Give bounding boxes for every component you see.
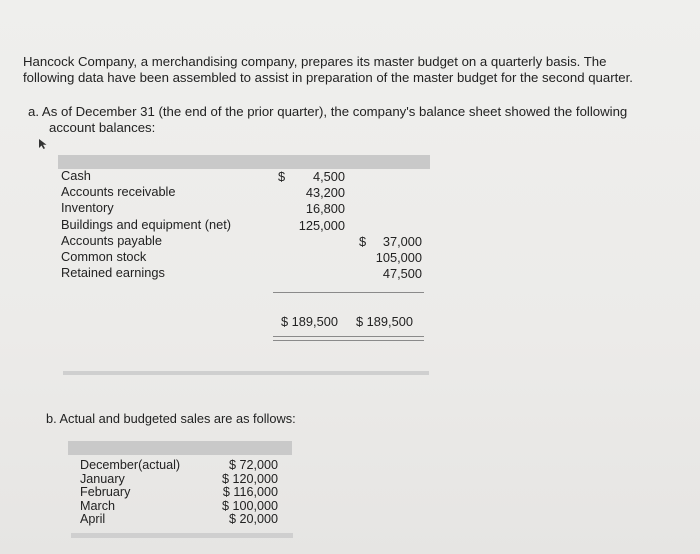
part-a-line-2: account balances: [49,120,156,135]
account-label: Buildings and equipment (net) [61,216,232,232]
sales-amount: $ 72,000 [228,458,278,472]
credit-amount: 105,000 [375,250,422,266]
debit-amount: 125,000 [298,217,345,233]
sales-amount: $ 120,000 [221,471,278,486]
account-label: Accounts receivable [61,184,176,200]
account-label: Accounts payable [61,232,163,248]
part-b-heading: b. Actual and budgeted sales are as follows: [46,411,296,426]
sales-table-footer-band [71,533,293,538]
sales-month-label: January [80,471,125,486]
sales-amount: $ 100,000 [221,498,278,513]
dollar-sign: $ [278,169,286,184]
credit-amount: 47,500 [382,266,422,282]
credit-amount: 37,000 [382,234,422,249]
mouse-cursor-icon [38,138,48,153]
sales-month-label: April [80,512,106,527]
debit-amount: 16,800 [305,201,345,217]
sales-amounts [218,459,278,527]
intro-line-2: following data have been assembled to assist in preparation of the master budget for the second quarter. [23,70,633,85]
sales-table-header-band [68,441,292,455]
debit-column [270,169,345,234]
total-double-rule-bottom [273,340,424,341]
account-label: Common stock [61,249,147,265]
debit-amount: 4,500 [312,169,345,184]
intro-paragraph [23,54,633,86]
total-debit: $ 189,500 [281,314,338,329]
debit-amount: 43,200 [305,185,345,201]
part-a-line-1: a. As of December 31 (the end of the prior quarter), the company's balance sheet showed the following [28,104,628,119]
subtotal-rule [273,292,424,293]
account-label: Retained earnings [61,265,165,281]
credit-column [340,234,422,283]
total-double-rule-top [273,336,424,337]
part-a-paragraph [28,104,627,136]
sales-months [80,459,180,527]
total-credit: $ 189,500 [356,314,413,329]
account-names [61,168,231,281]
sales-month-label: February [80,485,131,500]
sales-amount: $ 20,000 [228,512,278,527]
account-label: Cash [61,168,91,183]
dollar-sign: $ [359,234,367,249]
sales-month-label: March [80,498,115,513]
table-header-band [58,155,430,169]
table-footer-band [63,371,429,375]
sales-month-label: December(actual) [80,458,181,472]
intro-line-1: Hancock Company, a merchandising company, prepares its master budget on a quarterly basis. The [23,54,607,69]
sales-amount: $ 116,000 [222,485,278,500]
account-label: Inventory [61,200,114,216]
